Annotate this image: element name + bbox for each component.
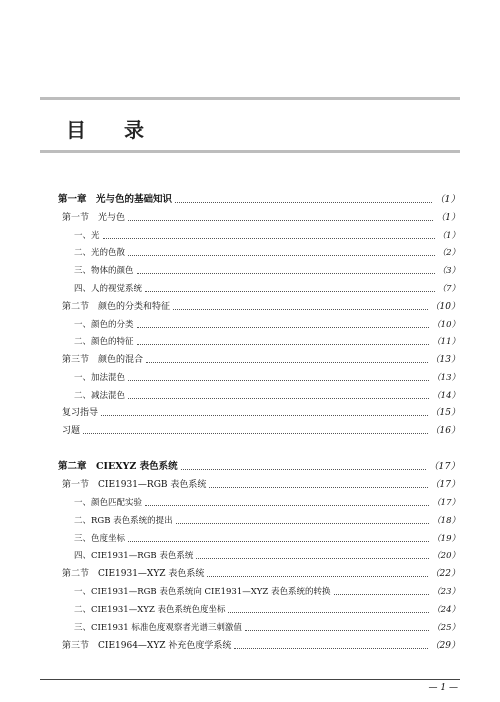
toc-entry-page: （1） — [436, 213, 460, 223]
toc-leader-dots — [128, 379, 429, 381]
toc-entry-subsection[interactable] — [74, 621, 460, 635]
toc-leader-dots — [145, 504, 429, 506]
toc-entry-label: 三、物体的颜色 — [74, 266, 134, 276]
toc-entry-label: 四、人的视觉系统 — [74, 284, 143, 294]
toc-leader-dots — [137, 343, 430, 345]
toc-leader-dots — [128, 397, 429, 399]
toc-leader-dots — [137, 326, 430, 328]
toc-entry-subsection[interactable] — [74, 335, 460, 349]
toc-leader-dots — [176, 522, 430, 524]
toc-entry-page: （25） — [432, 623, 460, 633]
toc-leader-dots — [334, 593, 430, 595]
toc-entry-subsection[interactable] — [74, 371, 460, 385]
toc-entry-page: （1） — [434, 194, 460, 205]
toc-entry-section[interactable] — [62, 567, 460, 581]
toc-entry-section[interactable] — [62, 478, 460, 492]
toc-leader-dots — [137, 272, 435, 274]
toc-entry-subsection[interactable] — [74, 389, 460, 403]
toc-entry-page: （17） — [428, 461, 460, 472]
toc-entry-label: 一、CIE1931—RGB 表色系统向 CIE1931—XYZ 表色系统的转换 — [74, 587, 331, 597]
toc-entry-label: 一、光 — [74, 231, 100, 241]
toc-entry-label: 第一节 CIE1931—RGB 表色系统 — [62, 480, 207, 490]
toc-leader-dots — [128, 540, 429, 542]
toc-entry-subsection[interactable] — [74, 282, 460, 296]
toc-leader-dots — [245, 629, 429, 631]
toc-entry-label: 第二节 CIE1931—XYZ 表色系统 — [62, 569, 205, 579]
toc-entry-page: （13） — [432, 373, 460, 383]
title-char-2: 录 — [124, 118, 144, 142]
toc-entry-label: 一、加法混色 — [74, 373, 126, 383]
toc-leader-dots — [83, 432, 428, 434]
toc-entry-page: （10） — [432, 320, 460, 330]
toc-entry-subsection[interactable] — [74, 549, 460, 563]
toc-entry-page: （2） — [437, 248, 460, 258]
toc-entry-section[interactable] — [62, 639, 460, 653]
toc-entry-label: 二、减法混色 — [74, 391, 126, 401]
toc-entry-label: 第三节 CIE1964—XYZ 补充色度学系统 — [62, 641, 232, 651]
toc-entry-section[interactable] — [62, 353, 460, 367]
toc-leader-dots — [234, 647, 427, 649]
toc-leader-dots — [128, 219, 433, 221]
toc-leader-dots — [181, 468, 426, 470]
toc-entry-chapter-1[interactable] — [58, 193, 460, 207]
toc-entry-label: 二、RGB 表色系统的提出 — [74, 516, 173, 526]
toc-entry-label: 第三节 颜色的混合 — [62, 355, 144, 365]
toc-entry-subsection[interactable] — [74, 603, 460, 617]
toc-entry-label: 二、颜色的特征 — [74, 337, 134, 347]
toc-entry-label: 二、CIE1931—XYZ 表色系统色度坐标 — [74, 605, 226, 615]
toc-entry-page: （7） — [437, 284, 460, 294]
toc-entry-label: 三、色度坐标 — [74, 534, 126, 544]
toc-entry-subsection[interactable] — [74, 264, 460, 278]
toc-entry-subsection[interactable] — [74, 585, 460, 599]
toc-entry-label: 四、CIE1931—RGB 表色系统 — [74, 551, 194, 561]
toc-entry-page: （20） — [432, 551, 460, 561]
toc-leader-dots — [207, 575, 427, 577]
toc-entry-page: （23） — [432, 587, 460, 597]
toc-entry-page: （19） — [432, 534, 460, 544]
toc-entry-section[interactable] — [62, 211, 460, 225]
toc-entry-chapter-2[interactable] — [58, 460, 460, 474]
toc-entry-label: 复习指导 — [62, 408, 99, 418]
toc-entry-page: （18） — [432, 516, 460, 526]
toc-leader-dots — [228, 611, 429, 613]
page-number: — 1 — — [428, 683, 458, 693]
toc-entry-review[interactable] — [62, 406, 460, 420]
toc-leader-dots — [196, 557, 429, 559]
toc-entry-subsection[interactable] — [74, 246, 460, 260]
toc-entry-label: 三、CIE1931 标准色度观察者光谱三刺激值 — [74, 623, 242, 633]
toc-entry-subsection[interactable] — [74, 318, 460, 332]
toc-leader-dots — [128, 254, 435, 256]
toc-entry-label: 一、颜色匹配实验 — [74, 498, 143, 508]
toc-entry-label: 第二节 颜色的分类和特征 — [62, 302, 171, 312]
toc-entry-label: 第二章 CIEXYZ 表色系统 — [58, 461, 178, 472]
toc-entry-page: （3） — [437, 266, 460, 276]
toc-entry-label: 第一节 光与色 — [62, 213, 126, 223]
toc-entry-page: （17） — [432, 498, 460, 508]
toc-entry-page: （24） — [432, 605, 460, 615]
title-char-1: 目 — [66, 118, 86, 142]
toc-entry-page: （16） — [430, 426, 460, 436]
toc-leader-dots — [175, 201, 432, 203]
toc-entry-page: （10） — [430, 302, 460, 312]
toc-entry-label: 一、颜色的分类 — [74, 320, 134, 330]
toc-leader-dots — [209, 486, 427, 488]
toc-entry-page: （1） — [437, 231, 460, 241]
toc-leader-dots — [145, 290, 435, 292]
toc-entry-page: （15） — [430, 408, 460, 418]
toc-entry-subsection[interactable] — [74, 532, 460, 546]
toc-entry-page: （22） — [430, 569, 460, 579]
toc-entry-exercises[interactable] — [62, 424, 460, 438]
toc-entry-label: 习题 — [62, 426, 81, 436]
footer-rule — [40, 679, 460, 680]
toc-entry-page: （17） — [430, 480, 460, 490]
toc-entry-section[interactable] — [62, 300, 460, 314]
toc-entry-subsection[interactable] — [74, 229, 460, 243]
toc-leader-dots — [101, 414, 428, 416]
toc-leader-dots — [173, 308, 428, 310]
toc-entry-page: （13） — [430, 355, 460, 365]
toc-entry-page: （14） — [432, 391, 460, 401]
toc-entry-subsection[interactable] — [74, 496, 460, 510]
toc-entry-page: （29） — [430, 641, 460, 651]
toc-leader-dots — [146, 361, 428, 363]
toc-entry-label: 二、光的色散 — [74, 248, 126, 258]
toc-entry-label: 第一章 光与色的基础知识 — [58, 194, 173, 205]
toc-entry-subsection[interactable] — [74, 514, 460, 528]
toc-entry-page: （11） — [432, 337, 460, 347]
toc-leader-dots — [103, 237, 435, 239]
